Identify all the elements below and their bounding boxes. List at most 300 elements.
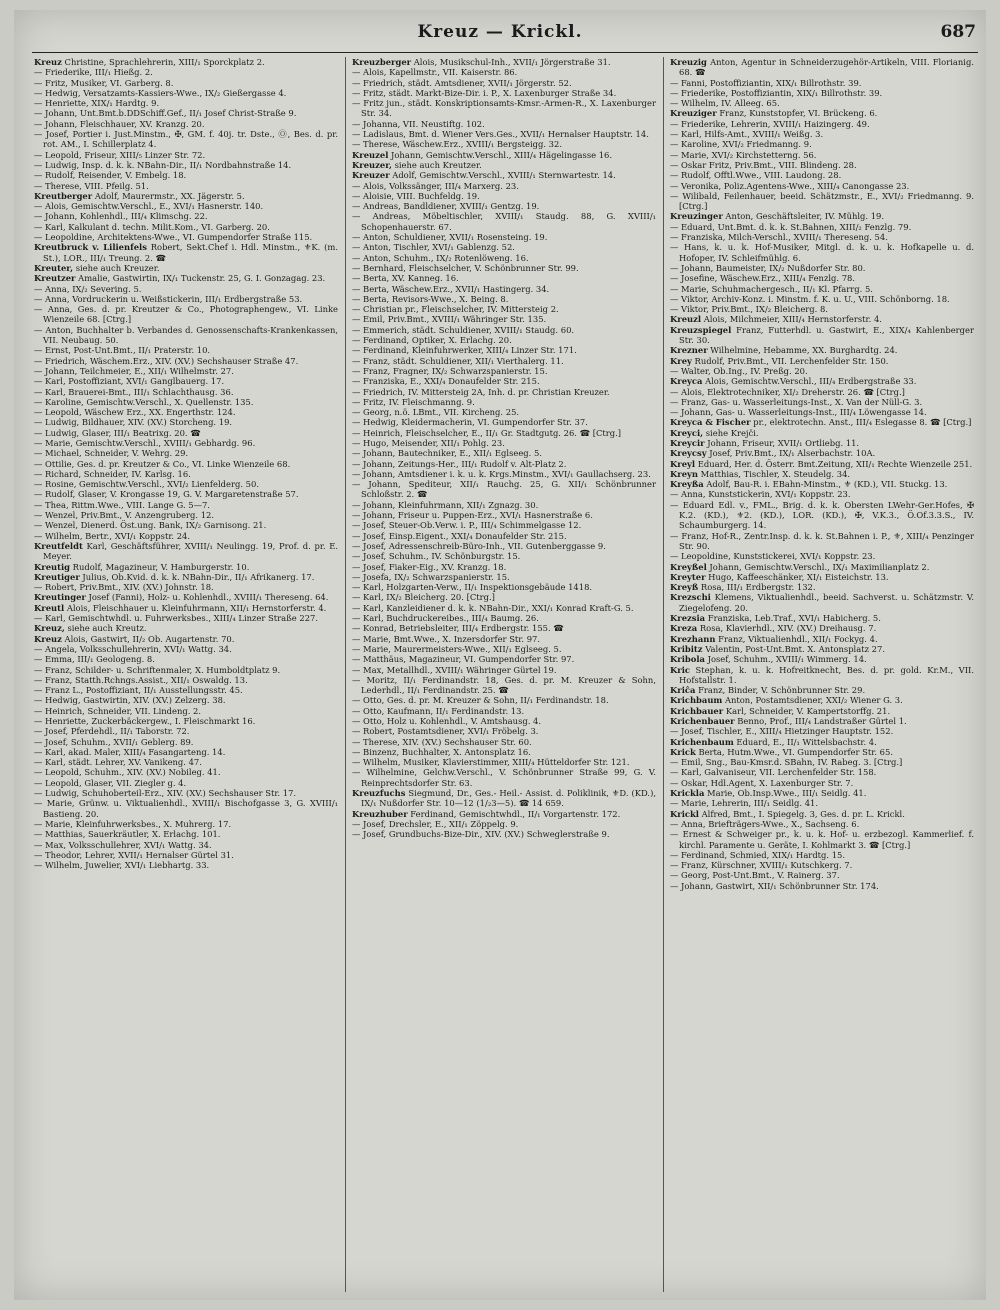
entry-text: — Eduard, Unt.Bmt. d. k. k. St.Bahnen, XIII/₂ Fenzlg. 79. [670,221,912,232]
entry-text: Alois, Gastwirt, II/₂ Ob. Augartenstr. 70. [61,633,235,644]
entry-text: — Wilhelm, IV. Alleeg. 65. [670,98,780,109]
entry-text: — Georg, n.ö. LBmt., VII. Kircheng. 25. [352,407,520,418]
directory-entry [34,67,338,77]
directory-entry [34,860,338,870]
entry-text: Franz, Kunststopfer, VI. Brückeng. 6. [716,108,878,119]
entry-text: — Wenzel, Dienerd. Öst.ung. Bank, IX/₂ Garnisong. 21. [34,520,267,531]
entry-text: — Karl, akad. Maler, XIII/₄ Fasangarteng. 14. [34,746,226,757]
entry-text: Alois, Milchmeier, XIII/₄ Hernstorferstr. 4. [701,314,882,325]
directory-entry [670,562,974,572]
directory-entry [352,119,656,129]
entry-text: — Konrad, Betriebsleiter, III/₄ Erdbergstr. 155. ☎ [352,623,564,634]
directory-entry [34,222,338,232]
entry-text: Siegmund, Dr., Ges.- Heil.- Assist. d. Poliklinik, ⚜D. (KD.), IX/₁ Nußdorfer Str. 10—12 (1/₂3—5). ☎ 14 659. [361,788,656,809]
directory-entry [352,592,656,602]
directory-entry [352,417,656,427]
entry-text: — Thea, Rittm.Wwe., VIII. Lange G. 5—7. [34,499,210,510]
entry-text: — Wenzel, Priv.Bmt., V. Anzengruberg. 12. [34,510,215,521]
entry-text: — Karl, Brauerei-Bmt., III/₁ Schlachthausg. 36. [34,386,234,397]
entry-text: Josef, Priv.Bmt., IX/₁ Alserbachstr. 10A. [706,448,876,459]
directory-entry [34,201,338,211]
entry-surname: Kreutbruck v. Lilienfels [34,242,147,253]
entry-text: — Leopold, Schuhm., XIV. (XV.) Nobileg. 41. [34,767,221,778]
entry-text: — Franz, Schilder- u. Schriftenmaler, X. Humboldtplatz 9. [34,664,281,675]
directory-entry [34,459,338,469]
entry-surname: Krezhann [670,633,716,644]
entry-text: — Leopoldine, Kunststickerei, XVI/₁ Koppstr. 23. [670,551,876,562]
directory-entry [352,603,656,613]
directory-entry [352,284,656,294]
entry-text: — Karoline, Gemischtw.Verschl., X. Quellenstr. 135. [34,396,254,407]
directory-entry [34,778,338,788]
entry-text: — Johann, Kleinfuhrmann, XII/₁ Zgnazg. 30. [352,499,539,510]
directory-entry [670,850,974,860]
entry-surname: Kreutl [34,602,65,613]
entry-surname: Kreutinger [34,592,86,603]
entry-text: — Ferdinand, Optiker, X. Erlachg. 20. [352,335,512,346]
directory-entry [34,767,338,777]
entry-text: — Franz, städt. Schuldiener, XII/₁ Vierthalerg. 11. [352,355,564,366]
directory-entry [352,438,656,448]
directory-entry [670,387,974,397]
entry-text: Berta, Hutm.Wwe., VI. Gumpendorfer Str. 65. [695,746,894,757]
directory-entry [670,407,974,417]
entry-text: — Therese, XIV. (XV.) Sechshauser Str. 60. [352,736,532,747]
entry-text: — Karl, Galvaniseur, VII. Lerchenfelder Str. 158. [670,767,877,778]
directory-entry [670,798,974,808]
entry-text: — Ludwig, Glaser, III/₁ Beatrixg. 20. ☎ [34,427,201,438]
entry-text: Josef (Fanni), Holz- u. Kohlenhdl., XVIII/₁ Thereseng. 64. [85,592,329,603]
directory-entry [352,294,656,304]
column-divider [345,57,346,1292]
directory-entry [34,634,338,644]
directory-entry [352,551,656,561]
directory-entry [670,438,974,448]
directory-entry [352,695,656,705]
entry-surname: Kreutig [34,561,71,572]
entry-text: — Heinrich, Fleischselcher, E., II/₁ Gr. Stadtgutg. 26. ☎ [Ctrg.] [352,427,622,438]
directory-entry [352,304,656,314]
entry-surname: Kreyß [670,582,699,593]
directory-entry [34,572,338,582]
entry-text: Wilhelmine, Hebamme, XX. Burghardtg. 24. [707,345,898,356]
entry-text: Johann, Gemischtw.Verschl., XIII/₄ Hägelingasse 16. [388,149,613,160]
directory-entry [670,860,974,870]
entry-text: Anton, Geschäftsleiter, IV. Mühlg. 19. [722,211,885,222]
directory-entry [352,387,656,397]
entry-text: — Max, Volksschullehrer, XVI/₁ Wattg. 34. [34,839,212,850]
directory-entry [670,706,974,716]
entry-text: Franz, Viktualienhdl., XII/₁ Fockyg. 4. [715,633,878,644]
entry-text: — Anna, Kunststickerin, XVI/₁ Koppstr. 23. [670,489,851,500]
directory-entry [34,510,338,520]
directory-entry [34,531,338,541]
directory-entry [670,582,974,592]
directory-entry [670,139,974,149]
entry-text: — Rudolf, Offtl.Wwe., VIII. Laudong. 28. [670,170,842,181]
entry-text: — Wilhelm, Juwelier, XVI/₁ Liebhartg. 33. [34,860,210,871]
directory-entry [352,613,656,623]
entry-text: Anton, Agentur in Schneiderzugehör-Artikeln, VIII. Florianig. 68. ☎ [679,57,974,78]
directory-entry [352,397,656,407]
entry-text: — Oskar Fritz, Priv.Bmt., VIII. Blindeng. 28. [670,159,857,170]
entry-text: — Ernest & Schweiger pr., k. u. k. Hof- u. erzbezogl. Kammerlief. f. kirchl. Paramente u. Geräte, I. Kohlmarkt 3. ☎ [Ctrg.] [670,829,974,850]
directory-entry [34,695,338,705]
entry-surname: Kreuzinger [670,211,723,222]
entry-text: — Ottilie, Ges. d. pr. Kreutzer & Co., VI. Linke Wienzeile 68. [34,458,291,469]
entry-text: Julius, Ob.Kvid. d. k. k. NBahn-Dir., II/₁ Afrikanerg. 17. [79,571,315,582]
directory-entry [34,469,338,479]
directory-entry [34,263,338,273]
directory-entry [34,160,338,170]
entry-surname: Krichenbaum [670,736,734,747]
directory-entry [34,273,338,283]
entry-text: Stephan, k. u. k. Hofreitknecht, Bes. d. pr. gold. Kr.M., VII. Hofstallstr. 1. [679,664,974,685]
directory-entry [352,376,656,386]
entry-text: Adolf, Gemischtw.Verschl., XVIII/₁ Sternwartestr. 14. [389,170,616,181]
directory-entry [352,191,656,201]
entry-text: — Ludwig, Bildhauer, XIV. (XV.) Storcheng. 19. [34,417,233,428]
directory-entry [670,737,974,747]
entry-text: Johann, Friseur, XVII/₁ Ortliebg. 11. [704,437,860,448]
directory-entry [670,778,974,788]
directory-entry [670,716,974,726]
entry-text: — Karl, IX/₂ Bleicherg. 20. [Ctrg.] [352,592,495,603]
directory-entry [34,737,338,747]
running-title: Kreuz — Krickl. [417,22,583,42]
entry-text: — Johann, Baumeister, IX/₂ Nußdorfer Str. 80. [670,262,866,273]
entry-surname: Kribola [670,654,705,665]
entry-text: — Franz, Statth.Rchngs.Assist., XII/₁ Oswaldg. 13. [34,674,248,685]
directory-entry [352,634,656,644]
directory-entry [670,829,974,850]
directory-entry [352,572,656,582]
entry-surname: Kreyßel [670,561,707,572]
directory-entry [352,562,656,572]
entry-surname: Kreuzl [670,314,702,325]
directory-entry [352,150,656,160]
entry-text: — Johann, Gastwirt, XII/₁ Schönbrunner Str. 174. [670,880,879,891]
directory-entry [352,366,656,376]
directory-entry [34,654,338,664]
entry-surname: Kreuzspiegel [670,324,732,335]
entry-text: Amalie, Gastwirtin, IX/₁ Tuckenstr. 25, G. I. Gonzagag. 23. [75,273,326,284]
entry-text: Franziska, Leb.Traf., XVI/₁ Habicherg. 5. [705,613,881,624]
entry-text: — Leopold, Wäschew Erz., XX. Engerthstr. 124. [34,407,236,418]
entry-text: Ferdinand, Gemischtwhdl., II/₁ Vorgartenstr. 172. [407,808,621,819]
entry-text: — Emmerich, städt. Schuldiener, XVIII/₁ Staudg. 60. [352,324,575,335]
entry-text: — Karl, Gemischtwhdl. u. Fuhrwerksbes., XIII/₄ Linzer Straße 227. [34,613,319,624]
entry-text: — Emma, III/₁ Geologeng. 8. [34,654,155,665]
entry-text: — Anna, Vordruckerin u. Weißstickerin, III/₁ Erdbergstraße 53. [34,293,303,304]
entry-text: — Matthäus, Magazineur, VI. Gumpendorfer Str. 97. [352,654,575,665]
entry-text: — Friederike, Postoffiziantin, XIX/₁ Billrothstr. 39. [670,87,883,98]
directory-entry [670,191,974,212]
entry-text: — Josef, Einsp.Eigent., XXI/₄ Donaufelder Str. 215. [352,530,567,541]
entry-surname: Kreuz [34,57,62,67]
directory-entry [670,479,974,489]
entry-text: — Otto, Holz u. Kohlenhdl., V. Amtshausg. 4. [352,716,542,726]
directory-entry [34,98,338,108]
directory-entry [352,253,656,263]
directory-entry [670,78,974,88]
entry-text: — Therese, VIII. Pfeilg. 51. [34,180,149,191]
directory-entry [34,325,338,346]
directory-entry [352,531,656,541]
entry-text: — Marie, Grünw. u. Viktualienhdl., XVIII/₁ Bischofgasse 3, G. XVIII/₁ Bastieng. 20. [34,798,338,819]
entry-surname: Krezner [670,345,708,356]
column-1 [34,57,338,1292]
directory-entry [352,160,656,170]
entry-text: — Binzenz, Buchhalter, X. Antonsplatz 16. [352,746,531,757]
directory-entry [34,603,338,613]
entry-text: — Josef, Grundbuchs-Bize-Dir., XIV. (XV.) Schweglerstraße 9. [352,829,610,840]
entry-surname: Kriĉa [670,685,696,696]
entry-surname: Kreutiger [34,571,80,582]
directory-entry [352,325,656,335]
entry-text: — Berta, Revisors-Wwe., X. Being. 8. [352,293,509,304]
directory-entry [670,469,974,479]
entry-text: — Johann, Spediteur, XII/₁ Rauchg. 25, G. XII/₁ Schönbrunner Schloßstr. 2. ☎ [352,479,656,500]
directory-entry [34,665,338,675]
entry-surname: Krichbaum [670,695,723,706]
directory-entry [670,263,974,273]
directory-entry [670,881,974,891]
entry-text: — Leopold, Friseur, XIII/₅ Linzer Str. 72. [34,149,206,160]
entry-surname: Kreutfeldt [34,540,83,551]
directory-entry [34,376,338,386]
directory-entry [34,57,338,67]
directory-entry [670,222,974,232]
entry-text: Karl, Geschäftsführer, XVIII/₁ Neulingg. 19, Prof. d. pr. E. Meyer. [43,540,338,562]
directory-entry [34,387,338,397]
directory-entry [670,160,974,170]
directory-entry [670,397,974,407]
entry-text: — Josef, Pferdehdl., II/₁ Taborstr. 72. [34,726,190,737]
entry-text: — Ludwig, Schuhoberteil-Erz., XIV. (XV.) Sechshauser Str. 17. [34,788,297,799]
directory-entry [670,654,974,664]
directory-entry [352,129,656,139]
directory-entry [34,819,338,829]
directory-entry [34,541,338,562]
directory-entry [352,428,656,438]
entry-surname: Kreuzig [670,57,707,67]
entry-surname: Kreuter, [34,262,74,273]
directory-entry [670,695,974,705]
directory-entry [352,829,656,839]
directory-entry [34,726,338,736]
directory-entry [34,345,338,355]
directory-entry [34,850,338,860]
entry-text: — Marie, XVI/₂ Kirchstetterng. 56. [670,149,817,160]
entry-surname: Kreza [670,623,698,634]
header-rule [32,52,978,53]
entry-text: — Johann, Gas- u. Wasserleitungs-Inst., III/₄ Löwengasse 14. [670,407,927,418]
entry-text: — Franziska, Milch-Verschl., XVIII/₁ Thereseng. 54. [670,232,888,243]
directory-entry [352,273,656,283]
entry-text: — Josef, Tischler, E., XIII/₄ Hietzinger Hauptstr. 152. [670,726,894,737]
entry-text: — Marie, Kleinfuhrwerksbes., X. Muhrerg. 17. [34,818,232,829]
directory-entry [670,428,974,438]
entry-text: — Alois, Kapellmstr., VII. Kaiserstr. 86. [352,67,518,78]
entry-text: — Robert, Priv.Bmt., XIV. (XV.) Johnstr. 18. [34,582,214,593]
directory-entry [352,716,656,726]
entry-surname: Krezschi [670,592,711,603]
directory-entry [34,397,338,407]
directory-entry [34,294,338,304]
directory-entry [34,191,338,201]
entry-surname: Kreuzer [352,170,390,181]
directory-entry [34,716,338,726]
directory-entry [352,448,656,458]
directory-entry [34,798,338,819]
entry-text: Klemens, Viktualienhdl., beeid. Sachverst. u. Schätzmstr. V. Ziegelofeng. 20. [679,592,974,613]
directory-entry [670,572,974,582]
directory-entry [34,407,338,417]
entry-surname: Kreuz [34,633,62,644]
entry-text: — Otto, Kaufmann, II/₁ Ferdinandstr. 13. [352,705,525,716]
directory-entry [34,428,338,438]
directory-entry [352,67,656,77]
entry-text: — Johann, Fleischhauer, XV. Kranzg. 20. [34,118,205,129]
entry-text: Rosa, III/₁ Erdbergstr. 132. [698,582,816,593]
directory-entry [352,747,656,757]
entry-surname: Kreycir [670,437,705,448]
entry-text: — Robert, Postamtsdiener, XVI/₁ Fröbelg. 3. [352,726,539,737]
directory-entry [352,665,656,675]
directory-entry [670,685,974,695]
directory-entry [34,417,338,427]
entry-text: — Johanna, VII. Neustiftg. 102. [352,118,485,129]
entry-text: — Marie, Gemischtw.Verschl., XVIII/₁ Gebhardg. 96. [34,437,256,448]
entry-text: — Fritz, IV. Fleischmanng. 9. [352,396,475,407]
directory-entry [34,675,338,685]
entry-text: Johann, Gemischtw.Verschl., IX/₁ Maximilianplatz 2. [706,561,930,572]
directory-entry [34,366,338,376]
entry-text: — Franz, Gas- u. Wasserleitungs-Inst., X. Van der Nüll-G. 3. [670,396,923,407]
directory-entry [352,57,656,67]
entry-surname: Kreuzer, [352,159,392,170]
entry-surname: Kreuzel [352,149,389,160]
directory-entry [670,108,974,118]
entry-text: — Berta, XV. Kanneg. 16. [352,273,459,284]
directory-entry [352,345,656,355]
directory-entry [670,665,974,686]
directory-entry [670,809,974,819]
entry-text: — Emil, Priv.Bmt., XVIII/₁ Währinger Str. 135. [352,314,547,325]
directory-entry [670,129,974,139]
directory-entry [352,211,656,232]
directory-entry [670,551,974,561]
entry-surname: Kreyca & Fischer [670,417,751,428]
directory-entry [670,284,974,294]
entry-text: — Wilhelm, Musiker, Klavierstimmer, XIII/₄ Hütteldorfer Str. 121. [352,757,630,768]
entry-text: — Otto, Ges. d. pr. M. Kreuzer & Sohn, II/₁ Ferdinandstr. 18. [352,695,609,706]
directory-entry [670,356,974,366]
entry-text: Marie, Ob.Insp.Wwe., III/₁ Seidlg. 41. [704,788,867,799]
entry-text: — Hans, k. u. k. Hof-Musiker, Mitgl. d. k. u. k. Hofkapelle u. d. Hofoper, IV. Schleifmühlg. 6. [670,242,974,263]
directory-entry [670,170,974,180]
directory-entry [670,634,974,644]
directory-entry [34,242,338,263]
entry-text: — Johann, Teilchmeier, E., XII/₁ Wilhelmstr. 27. [34,365,234,376]
directory-entry [34,284,338,294]
entry-text: — Angela, Volksschullehrerin, XVI/₁ Wattg. 34. [34,643,232,654]
column-2 [352,57,656,1292]
entry-text: — Hedwig, Gastwirtin, XIV. (XV.) Zelzerg. 38. [34,695,226,706]
entry-text: — Friederike, III/₁ Hießg. 2. [34,67,153,78]
entry-text: — Karl, Kanzleidiener d. k. k. NBahn-Dir., XXI/₁ Konrad Kraft-G. 5. [352,602,634,613]
directory-entry [352,139,656,149]
directory-entry [352,78,656,88]
directory-entry [670,788,974,798]
directory-entry [34,304,338,325]
entry-text: Alois, Gemischtw.Verschl., III/₄ Erdbergstraße 33. [702,376,917,387]
entry-surname: Krezsia [670,613,706,624]
column-3 [670,57,974,1292]
entry-text: Robert, Sekt.Chef i. Hdl. Minstm., ⚜K. (m. St.), LOR., III/₁ Treung. 2. ☎ [43,242,338,263]
entry-text: — Eduard Edl. v., FML., Brig. d. k. k. Obersten LWehr-Ger.Hofes, ✠ K.2. (KD.), ⚜2. (KD.), LOR. (KD.), ✠, V.K.3., Ö.Of.3.3.S., IV. Schaumburgerg. 14. [670,499,974,531]
entry-text: — Karl, Postoffiziant, XVI/₁ Ganglbauerg. 17. [34,376,225,387]
entry-surname: Kreutberger [34,190,93,201]
directory-entry [352,675,656,696]
directory-entry [352,201,656,211]
entry-text: Karl, Schneider, V. Kampertstorffg. 21. [723,705,891,716]
columns [34,57,978,1292]
directory-entry [34,706,338,716]
directory-entry [34,562,338,572]
directory-entry [670,489,974,499]
directory-entry [352,582,656,592]
entry-text: — Johann, Zeitungs-Her., III/₁ Rudolf v. Alt-Platz 2. [352,458,567,469]
directory-entry [34,170,338,180]
entry-text: — Karl, Kalkulant d. techn. Milit.Kom., VI. Garberg. 20. [34,221,270,232]
entry-text: — Friederike, Lehrerin, XVIII/₁ Haizingerg. 49. [670,118,870,129]
entry-text: — Josef, Fiaker-Eig., XV. Kranzg. 18. [352,561,507,572]
entry-text: siehe auch Kreuzer. [73,262,160,273]
directory-entry [670,459,974,469]
directory-entry [34,747,338,757]
directory-entry [34,150,338,160]
directory-entry [670,98,974,108]
entry-text: Benno, Prof., III/₄ Landstraßer Gürtel 1. [734,716,907,726]
entry-text: — Matthias, Sauerkräutler, X. Erlachg. 101. [34,829,221,840]
directory-entry [670,592,974,613]
entry-text: — Alois, Volkssänger, III/₄ Marxerg. 23. [352,180,519,191]
directory-entry [352,654,656,664]
directory-entry [670,88,974,98]
entry-text: — Fritz, städt. Markt-Bize-Dir. i. P., X. Laxenburger Straße 34. [352,87,617,98]
entry-text: — Viktor, Archiv-Konz. i. Minstm. f. K. u. U., VIII. Schönborng. 18. [670,293,950,304]
directory-entry [352,356,656,366]
entry-text: — Bernhard, Fleischselcher, V. Schönbrunner Str. 99. [352,262,579,273]
entry-text: — Johann, Kohlenhdl., III/₄ Klimschg. 22. [34,211,208,222]
entry-text: — Friedrich, Wäschem.Erz., XIV. (XV.) Sechshauser Straße 47. [34,355,299,366]
entry-text: — Wilhelm, Bertr., XVI/₁ Koppstr. 24. [34,530,191,541]
directory-entry [670,870,974,880]
entry-text: — Wilhelmine, Gelchw.Verschl., V. Schönbrunner Straße 99, G. V. Reinprechtsdorfer Str. 63. [352,767,656,788]
entry-text: — Berta, Wäschew.Erz., XVII/₁ Hastingerg. 34. [352,283,550,294]
entry-text: — Therese, Wäschew.Erz., XVIII/₁ Bergsteigg. 32. [352,139,562,150]
directory-entry [34,211,338,221]
directory-entry [34,489,338,499]
directory-entry [670,119,974,129]
entry-text: — Leopold, Glaser, VII. Ziegler g. 4. [34,777,187,788]
directory-entry [352,726,656,736]
directory-entry [34,500,338,510]
entry-text: — Richard, Schneider, IV. Karlsg. 16. [34,468,191,479]
directory-entry [352,767,656,788]
